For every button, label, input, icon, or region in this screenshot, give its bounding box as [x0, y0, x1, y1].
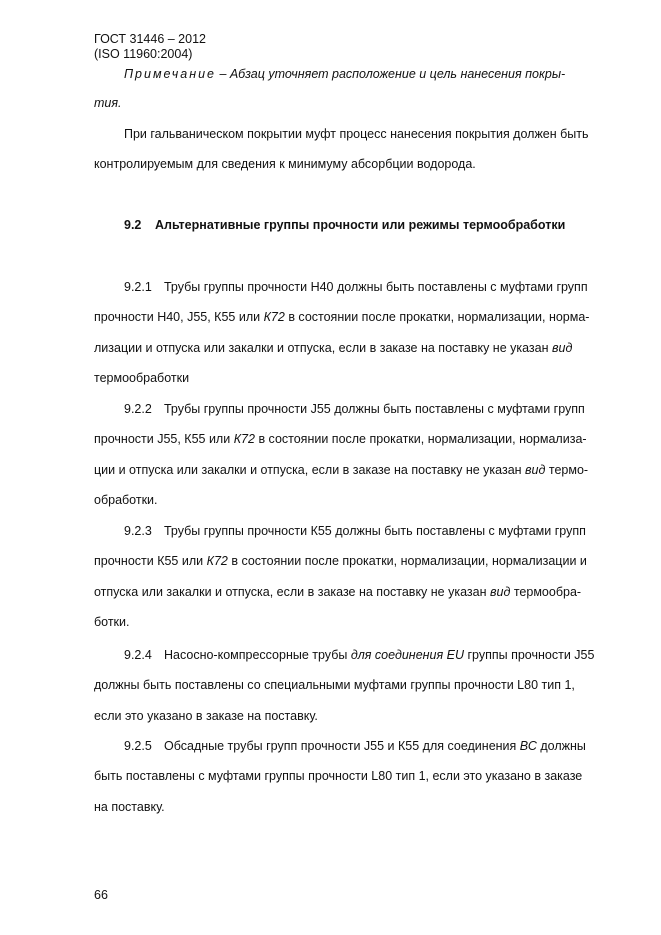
clause-923-line-1: 9.2.3 Трубы группы прочности К55 должны быть поставлены с муфтами групп: [124, 524, 586, 538]
clause-922-number: 9.2.2: [124, 402, 152, 416]
clause-923-line-2: прочности К55 или К72 в состоянии после прокатки, нормализации, нормализации и: [94, 554, 587, 568]
clause-925-line-1: 9.2.5 Обсадные трубы групп прочности J55 и К55 для соединения ВС должны: [124, 739, 586, 753]
clause-922-line-2: прочности J55, К55 или К72 в состоянии после прокатки, нормализации, нормализа-: [94, 432, 587, 446]
page-number: 66: [94, 888, 108, 902]
note-text: Абзац уточняет расположение и цель нанесения покры-: [229, 67, 566, 81]
standard-code: ГОСТ 31446 – 2012: [94, 32, 206, 46]
clause-925-line-3: на поставку.: [94, 800, 165, 814]
clause-924-number: 9.2.4: [124, 648, 152, 662]
clause-921-number: 9.2.1: [124, 280, 152, 294]
clause-921-line-3: лизации и отпуска или закалки и отпуска, если в заказе на поставку не указан вид: [94, 341, 573, 355]
clause-922-line-3: ции и отпуска или закалки и отпуска, если в заказе на поставку не указан вид термо-: [94, 463, 589, 477]
clause-921-line-2: прочности Н40, J55, К55 или К72 в состоянии после прокатки, нормализации, норма-: [94, 310, 590, 324]
clause-925-number: 9.2.5: [124, 739, 152, 753]
iso-reference: (ISO 11960:2004): [94, 47, 193, 61]
section-number: 9.2: [124, 218, 142, 232]
clause-921-line-1: 9.2.1 Трубы группы прочности Н40 должны быть поставлены с муфтами групп: [124, 280, 588, 294]
clause-922-line-1: 9.2.2 Трубы группы прочности J55 должны быть поставлены с муфтами групп: [124, 402, 585, 416]
note-line-1: Примечание – Абзац уточняет расположение и цель нанесения покры-: [124, 67, 566, 81]
clause-925-line-2: быть поставлены с муфтами группы прочности L80 тип 1, если это указано в заказе: [94, 769, 583, 783]
section-title: Альтернативные группы прочности или режимы термообработки: [155, 218, 566, 232]
section-heading: [124, 217, 624, 233]
clause-923-line-3: отпуска или закалки и отпуска, если в заказе на поставку не указан вид термообра-: [94, 585, 582, 599]
clause-921-line-4: термообработки: [94, 371, 190, 385]
clause-924-line-2: должны быть поставлены со специальными муфтами группы прочности L80 тип 1,: [94, 678, 575, 692]
clause-922-line-4: обработки.: [94, 493, 158, 507]
clause-924-line-3: если это указано в заказе на поставку.: [94, 709, 318, 723]
galvanic-line-1: При гальваническом покрытии муфт процесс нанесения покрытия должен быть: [124, 127, 589, 141]
clause-924-line-1: 9.2.4 Насосно-компрессорные трубы для соединения EU группы прочности J55: [124, 648, 595, 662]
note-line-2: тия.: [94, 96, 122, 110]
clause-923-line-4: ботки.: [94, 615, 130, 629]
galvanic-line-2: контролируемым для сведения к минимуму абсорбции водорода.: [94, 157, 476, 171]
note-label: Примечание: [124, 67, 216, 81]
clause-923-number: 9.2.3: [124, 524, 152, 538]
